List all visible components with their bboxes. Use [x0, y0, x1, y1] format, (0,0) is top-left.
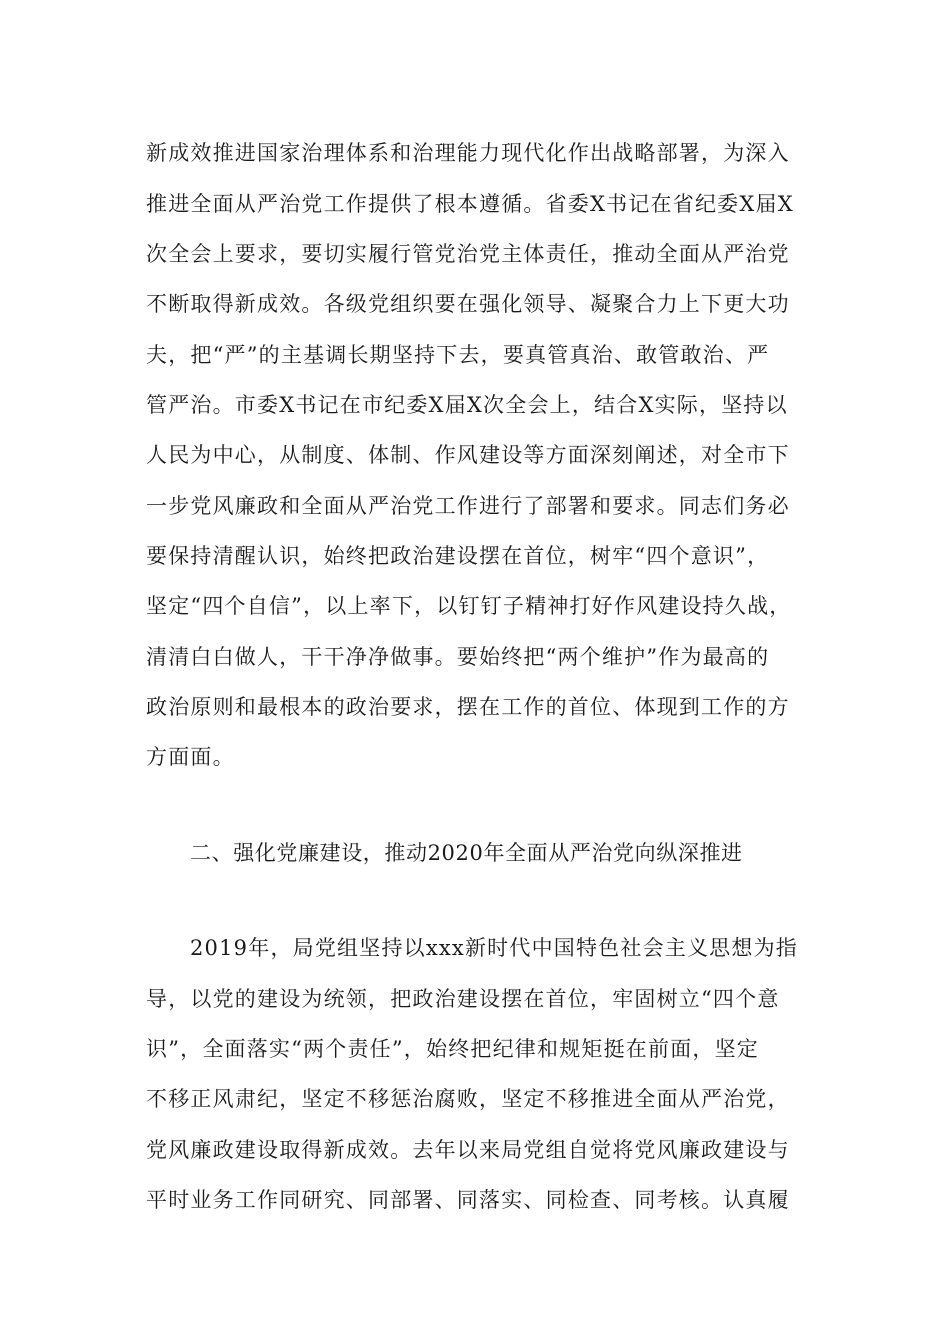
body-text-line: 识”，全面落实“两个责任”，始终把纪律和规矩挺在前面，坚定	[146, 1037, 760, 1061]
body-text-line: 平时业务工作同研究、同部署、同落实、同检查、同考核。认真履	[146, 1188, 790, 1212]
body-text-line: 2019年，局党组坚持以xxx新时代中国特色社会主义思想为指	[190, 936, 798, 960]
body-text-line: 政治原则和最根本的政治要求，摆在工作的首位、体现到工作的方	[146, 695, 790, 719]
body-text-line: 人民为中心，从制度、体制、作风建设等方面深刻阐述，对全市下	[146, 443, 790, 467]
section-heading: 二、强化党廉建设，推动2020年全面从严治党向纵深推进	[190, 841, 743, 865]
body-text-line: 一步党风廉政和全面从严治党工作进行了部署和要求。同志们务必	[146, 494, 790, 518]
body-text-line: 新成效推进国家治理体系和治理能力现代化作出战略部署，为深入	[146, 141, 790, 165]
body-text-line: 党风廉政建设取得新成效。去年以来局党组自觉将党风廉政建设与	[146, 1138, 790, 1162]
body-text-line: 不断取得新成效。各级党组织要在强化领导、凝聚合力上下更大功	[146, 292, 790, 316]
body-text-line: 不移正风肃纪，坚定不移惩治腐败，坚定不移推进全面从严治党，	[146, 1087, 790, 1111]
body-text-line: 坚定“四个自信”，以上率下，以钉钉子精神打好作风建设持久战，	[146, 594, 792, 618]
body-text-line: 导，以党的建设为统领，把政治建设摆在首位，牢固树立“四个意	[146, 987, 780, 1011]
body-text-line: 要保持清醒认识，始终把政治建设摆在首位，树牢“四个意识”，	[146, 544, 770, 568]
body-text-line: 清清白白做人，干干净净做事。要始终把“两个维护”作为最高的	[146, 645, 770, 669]
body-text-line: 方面面。	[146, 745, 235, 769]
body-text-line: 夫，把“严”的主基调长期坚持下去，要真管真治、敢管敢治、严	[146, 343, 770, 367]
body-text-line: 次全会上要求，要切实履行管党治党主体责任，推动全面从严治党	[146, 242, 790, 266]
body-text-line: 管严治。市委X书记在市纪委X届X次全会上，结合X实际，坚持以	[146, 393, 788, 417]
body-text-line: 推进全面从严治党工作提供了根本遵循。省委X书记在省纪委X届X	[146, 192, 794, 216]
